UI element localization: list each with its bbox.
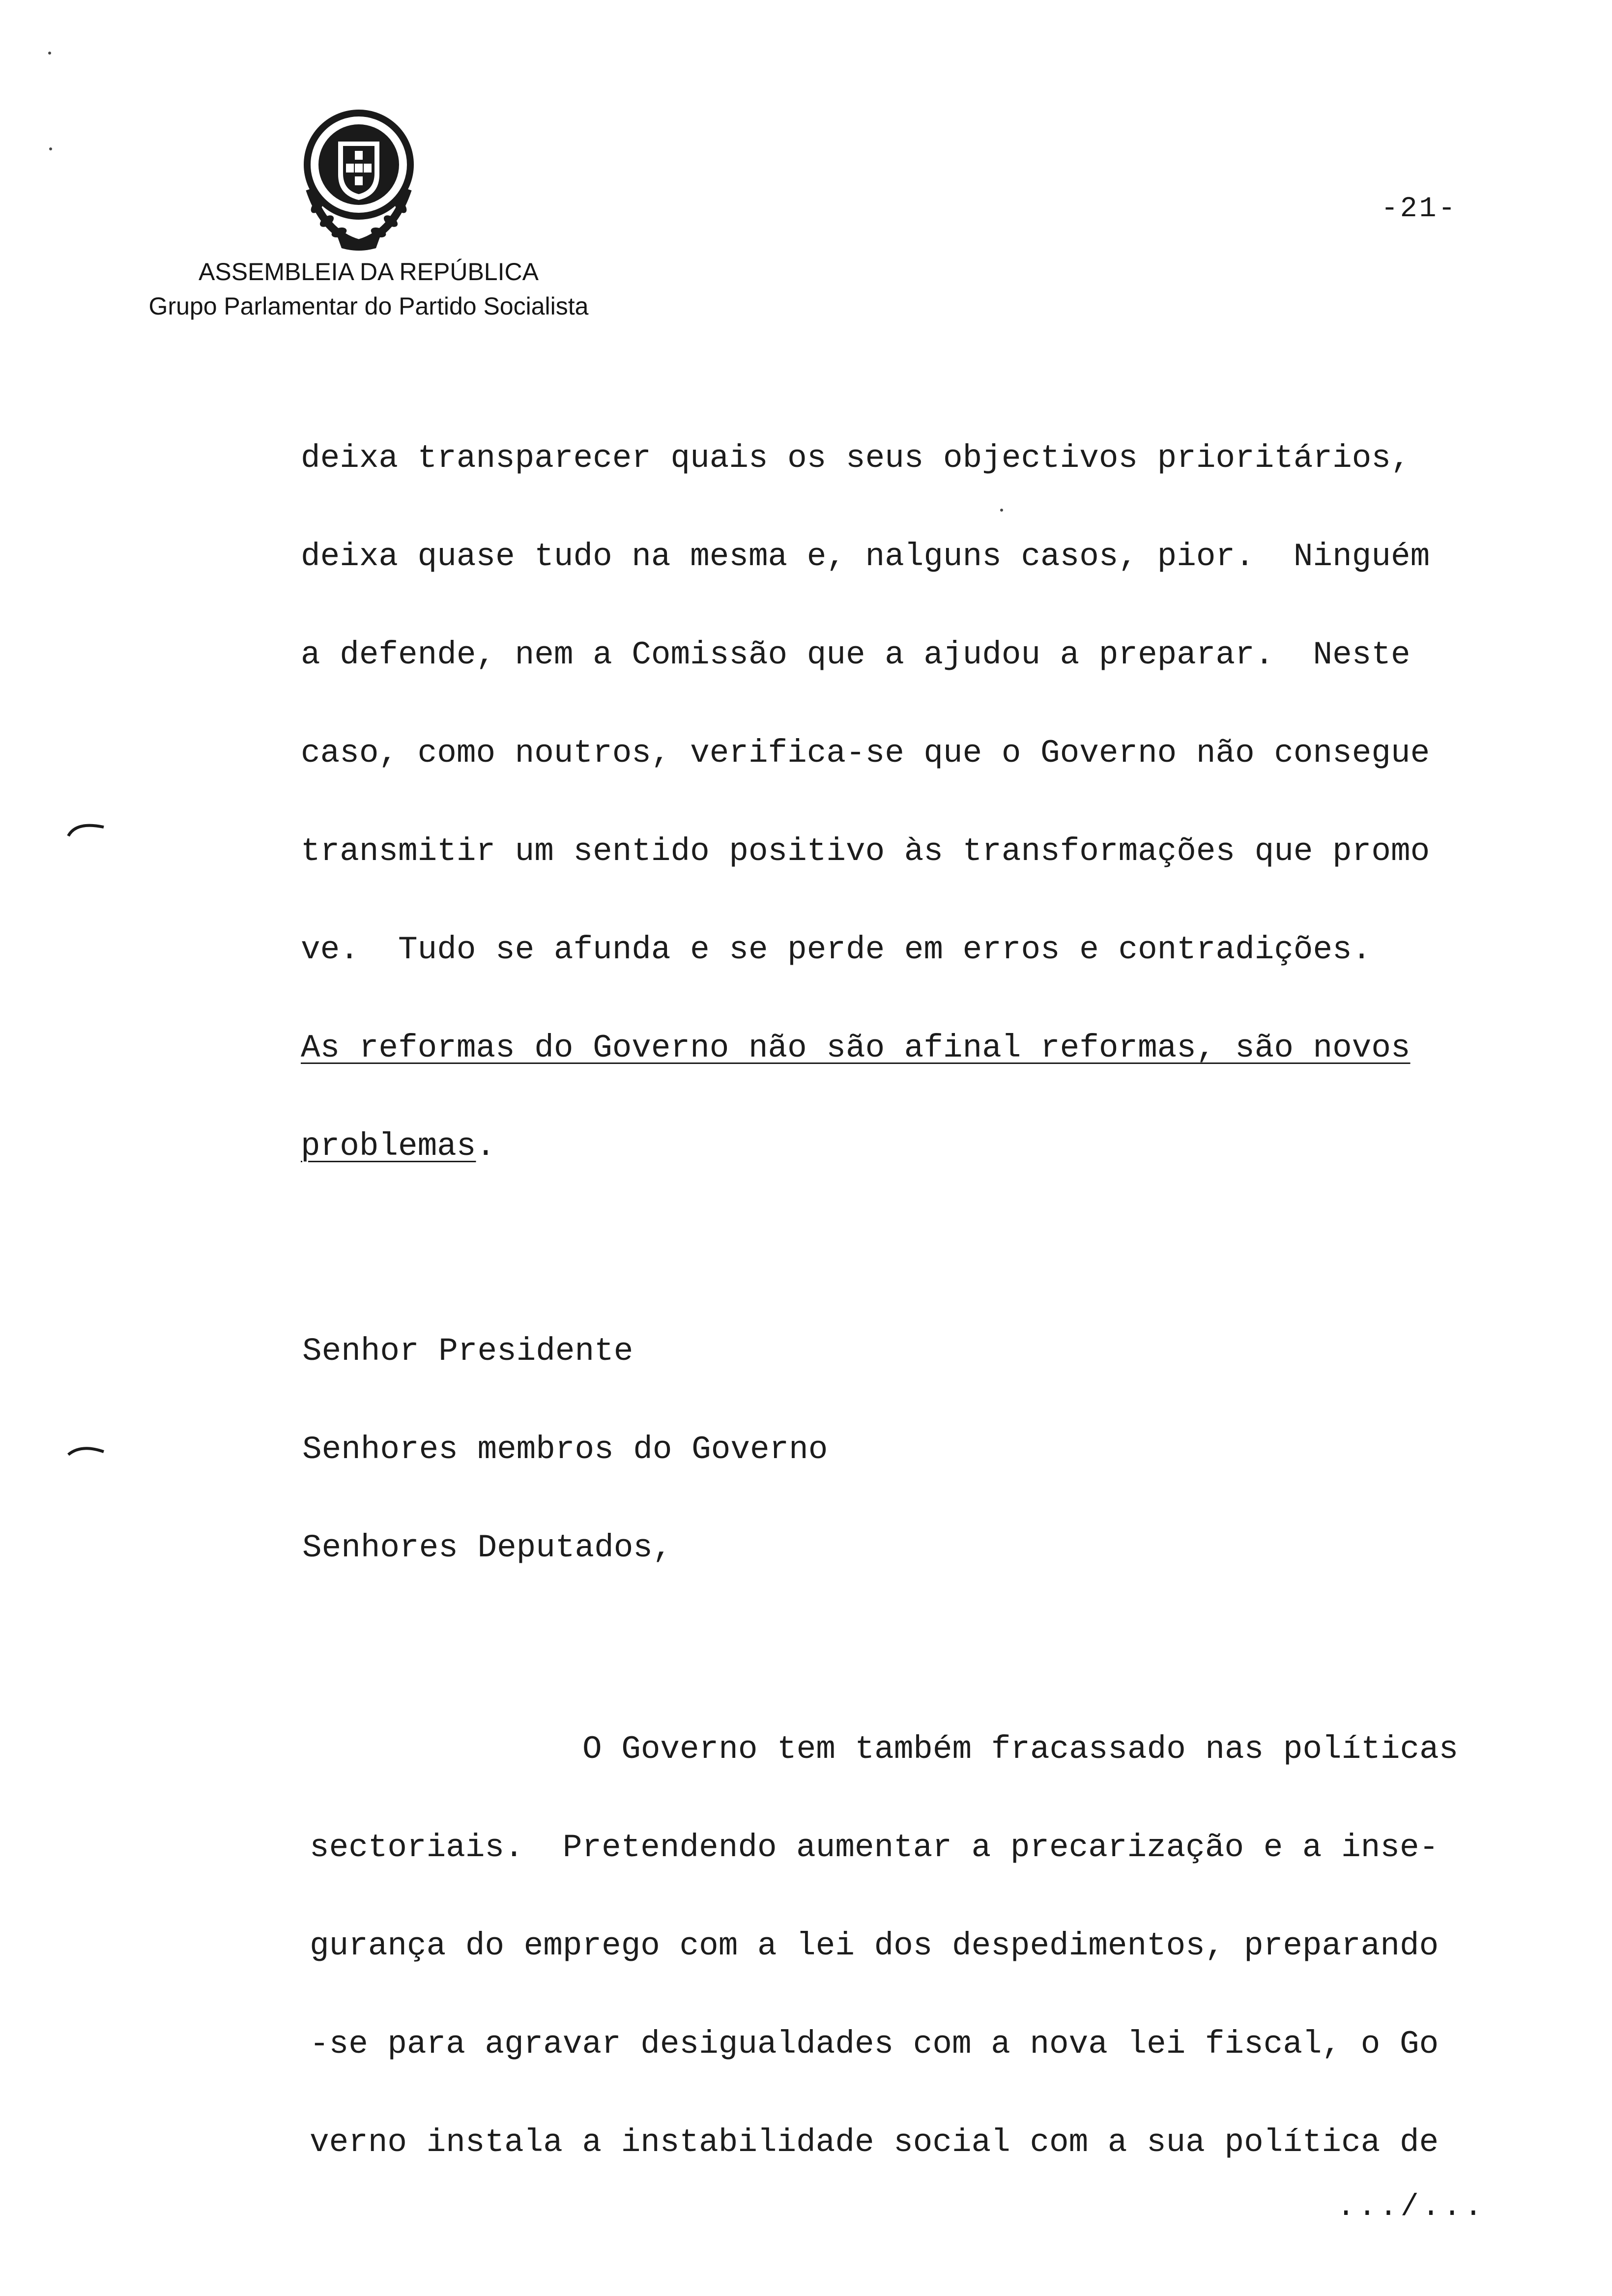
- scan-speck: [48, 52, 51, 55]
- scan-speck: [49, 147, 52, 150]
- margin-mark: [66, 1440, 106, 1460]
- paragraph-1-line: ve. Tudo se afunda e se perde em erros e contradições.: [301, 931, 1372, 968]
- paragraph-2-line: verno instala a instabilidade social com a sua política de: [310, 2124, 1439, 2161]
- paragraph-2-line: gurança do emprego com a lei dos despedimentos, preparando: [310, 1927, 1439, 1964]
- paragraph-2-line: -se para agravar desigualdades com a nova lei fiscal, o Go: [310, 2026, 1439, 2063]
- paragraph-2-line: O Governo tem também fracassado nas políticas: [582, 1731, 1459, 1768]
- paragraph-1-line: a defende, nem a Comissão que a ajudou a preparar. Neste: [301, 636, 1410, 673]
- salutation-line: Senhor Presidente: [302, 1333, 633, 1370]
- assembly-name: ASSEMBLEIA DA REPÚBLICA: [199, 258, 539, 286]
- underlined-word: problemas: [301, 1128, 476, 1165]
- paragraph-2-line: sectoriais. Pretendendo aumentar a precarização e a inse-: [310, 1829, 1439, 1866]
- salutation-line: Senhores membros do Governo: [302, 1431, 828, 1468]
- coat-of-arms-emblem-icon: [290, 106, 428, 253]
- margin-mark: [66, 818, 106, 838]
- paragraph-1-line: caso, como noutros, verifica-se que o Governo não consegue: [301, 735, 1430, 772]
- salutation-line: Senhores Deputados,: [302, 1529, 672, 1566]
- page-number: -21-: [1381, 193, 1458, 225]
- continuation-mark: .../...: [1337, 2189, 1486, 2224]
- period: .: [476, 1128, 496, 1165]
- parliamentary-group-name: Grupo Parlamentar do Partido Socialista: [148, 292, 589, 320]
- scan-speck: [1000, 509, 1003, 512]
- paragraph-1-line: deixa transparecer quais os seus objectivos prioritários,: [301, 440, 1410, 477]
- paragraph-1-line: deixa quase tudo na mesma e, nalguns casos, pior. Ninguém: [301, 538, 1430, 575]
- paragraph-1-line: transmitir um sentido positivo às transformações que promo: [301, 833, 1430, 870]
- underlined-statement-line: As reformas do Governo não são afinal reformas, são novos: [301, 1030, 1410, 1066]
- underlined-statement-end: [301, 1127, 495, 1166]
